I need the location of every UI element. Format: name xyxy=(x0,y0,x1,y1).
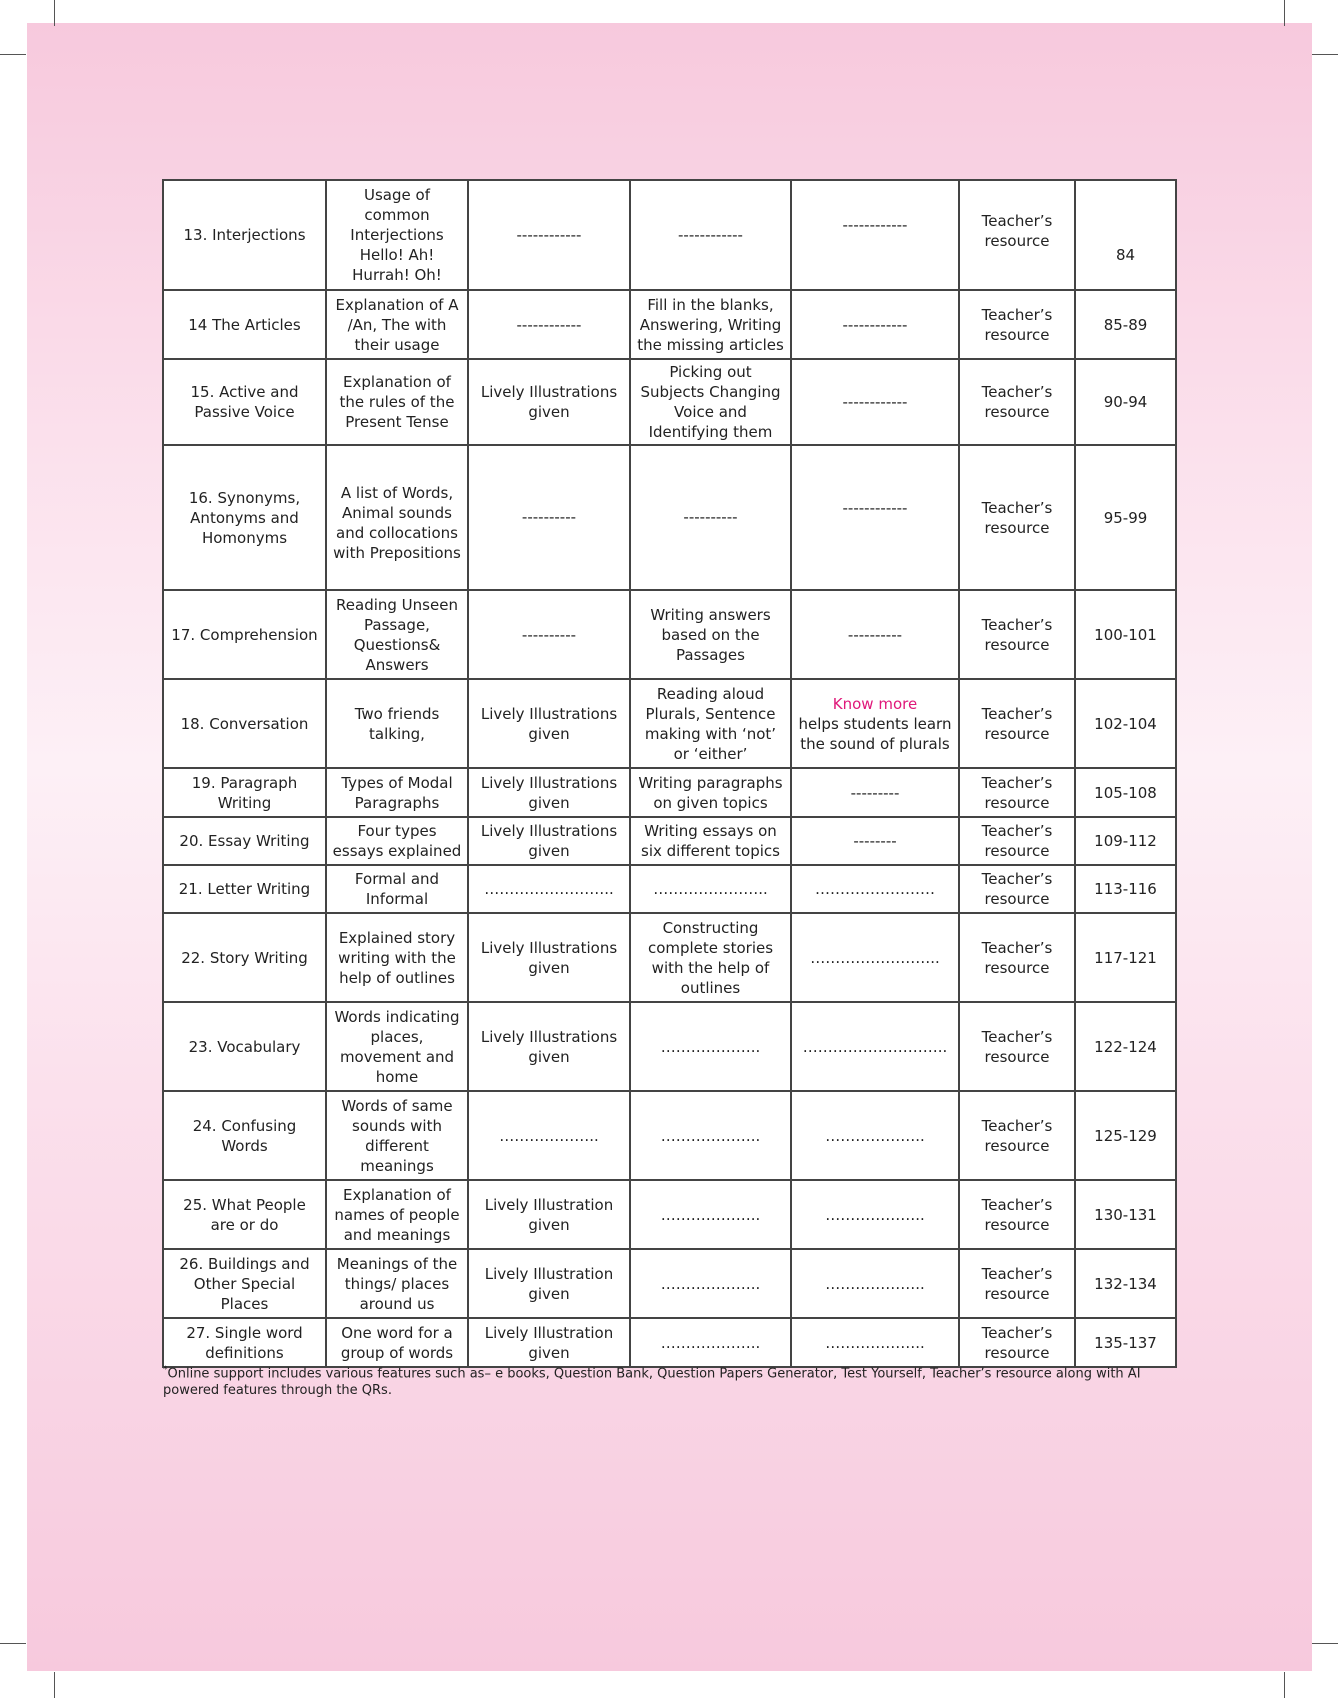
illustration-cell: ---------- xyxy=(468,590,630,679)
table-row xyxy=(163,1318,1176,1367)
online-cell: ------------ xyxy=(791,359,959,445)
crop-mark xyxy=(1284,0,1285,26)
pages-cell: 90-94 xyxy=(1075,359,1176,445)
illustration-cell: Lively Illustrations given xyxy=(468,359,630,445)
pages-cell: 125-129 xyxy=(1075,1091,1176,1180)
online-note: helps students learn the sound of plurals xyxy=(798,714,952,753)
resource-cell: Teacher’s resource xyxy=(959,913,1075,1002)
exercise-cell: ……………….. xyxy=(630,1318,791,1367)
pages-cell: 122-124 xyxy=(1075,1002,1176,1091)
exercise-cell: Constructing complete stories with the help of outlines xyxy=(630,913,791,1002)
pages-cell: 117-121 xyxy=(1075,913,1176,1002)
content-cell: Explanation of names of people and meanings xyxy=(326,1180,468,1249)
table-row xyxy=(163,359,1176,445)
illustration-cell: ……………….. xyxy=(468,1091,630,1180)
pages-cell: 105-108 xyxy=(1075,768,1176,817)
illustration-cell: ------------ xyxy=(468,180,630,290)
content-cell: Four types essays explained xyxy=(326,817,468,865)
content-cell: One word for a group of words xyxy=(326,1318,468,1367)
chapter-cell: 14 The Articles xyxy=(163,290,326,359)
resource-cell: Teacher’s resource xyxy=(959,180,1075,290)
resource-cell: Teacher’s resource xyxy=(959,865,1075,913)
online-cell: ……………….. xyxy=(791,1249,959,1318)
chapter-cell: 19. Paragraph Writing xyxy=(163,768,326,817)
online-cell: ------------ xyxy=(791,180,959,290)
exercise-cell: ---------- xyxy=(630,445,791,590)
exercise-cell: Writing essays on six different topics xyxy=(630,817,791,865)
chapter-cell: 25. What People are or do xyxy=(163,1180,326,1249)
online-cell: …………………….. xyxy=(791,913,959,1002)
content-cell: Words indicating places, movement and home xyxy=(326,1002,468,1091)
online-cell: ……………….. xyxy=(791,1318,959,1367)
content-cell: Meanings of the things/ places around us xyxy=(326,1249,468,1318)
crop-mark xyxy=(0,1643,26,1644)
online-cell: ……………….. xyxy=(791,1180,959,1249)
illustration-cell: Lively Illustration given xyxy=(468,1180,630,1249)
resource-cell: Teacher’s resource xyxy=(959,1002,1075,1091)
footnote xyxy=(163,1362,1143,1399)
footnote-marker: * xyxy=(163,1365,168,1375)
content-cell: Reading Unseen Passage, Questions& Answers xyxy=(326,590,468,679)
table-row xyxy=(163,1091,1176,1180)
illustration-cell: Lively Illustration given xyxy=(468,1249,630,1318)
online-cell: ------------ xyxy=(791,290,959,359)
pages-cell: 95-99 xyxy=(1075,445,1176,590)
exercise-cell: Fill in the blanks, Answering, Writing the missing articles xyxy=(630,290,791,359)
online-cell: ……………….. xyxy=(791,1091,959,1180)
exercise-cell: ……………….. xyxy=(630,1091,791,1180)
resource-cell: Teacher’s resource xyxy=(959,679,1075,768)
illustration-cell: …………………….. xyxy=(468,865,630,913)
exercise-cell: ………………….. xyxy=(630,865,791,913)
exercise-cell: ------------ xyxy=(630,180,791,290)
online-cell: -------- xyxy=(791,817,959,865)
table-row xyxy=(163,445,1176,590)
online-cell xyxy=(791,679,959,768)
exercise-cell: Writing answers based on the Passages xyxy=(630,590,791,679)
exercise-cell: ……………….. xyxy=(630,1180,791,1249)
crop-mark xyxy=(54,1672,55,1698)
chapter-cell: 16. Synonyms, Antonyms and Homonyms xyxy=(163,445,326,590)
content-cell: Explanation of A /An, The with their usage xyxy=(326,290,468,359)
illustration-cell: ------------ xyxy=(468,290,630,359)
crop-mark xyxy=(0,54,26,55)
crop-mark xyxy=(1284,1672,1285,1698)
content-cell: Words of same sounds with different meanings xyxy=(326,1091,468,1180)
table-row xyxy=(163,768,1176,817)
pages-cell: 132-134 xyxy=(1075,1249,1176,1318)
table-row xyxy=(163,290,1176,359)
chapter-cell: 27. Single word definitions xyxy=(163,1318,326,1367)
exercise-cell: Reading aloud Plurals, Sentence making with ‘not’ or ‘either’ xyxy=(630,679,791,768)
table-row xyxy=(163,913,1176,1002)
chapter-cell: 20. Essay Writing xyxy=(163,817,326,865)
chapter-cell: 22. Story Writing xyxy=(163,913,326,1002)
illustration-cell: Lively Illustrations given xyxy=(468,679,630,768)
chapter-cell: 18. Conversation xyxy=(163,679,326,768)
table-row xyxy=(163,1180,1176,1249)
content-cell: Usage of common Interjections Hello! Ah! Hurrah! Oh! xyxy=(326,180,468,290)
exercise-cell: Picking out Subjects Changing Voice and Identifying them xyxy=(630,359,791,445)
resource-cell: Teacher’s resource xyxy=(959,590,1075,679)
contents-table xyxy=(162,179,1177,1368)
online-cell: …………………… xyxy=(791,865,959,913)
illustration-cell: Lively Illustrations given xyxy=(468,817,630,865)
know-more-link[interactable]: Know more xyxy=(832,694,918,713)
content-cell: Formal and Informal xyxy=(326,865,468,913)
resource-cell: Teacher’s resource xyxy=(959,445,1075,590)
illustration-cell: Lively Illustrations given xyxy=(468,913,630,1002)
content-cell: Two friends talking, xyxy=(326,679,468,768)
chapter-cell: 17. Comprehension xyxy=(163,590,326,679)
table-row xyxy=(163,865,1176,913)
pages-cell: 84 xyxy=(1075,180,1176,290)
table-row xyxy=(163,817,1176,865)
resource-cell: Teacher’s resource xyxy=(959,1249,1075,1318)
resource-cell: Teacher’s resource xyxy=(959,768,1075,817)
chapter-cell: 13. Interjections xyxy=(163,180,326,290)
chapter-cell: 24. Confusing Words xyxy=(163,1091,326,1180)
exercise-cell: Writing paragraphs on given topics xyxy=(630,768,791,817)
illustration-cell: Lively Illustrations given xyxy=(468,1002,630,1091)
table-row xyxy=(163,1249,1176,1318)
resource-cell: Teacher’s resource xyxy=(959,359,1075,445)
online-cell: --------- xyxy=(791,768,959,817)
resource-cell: Teacher’s resource xyxy=(959,817,1075,865)
chapter-cell: 21. Letter Writing xyxy=(163,865,326,913)
illustration-cell: ---------- xyxy=(468,445,630,590)
pages-cell: 135-137 xyxy=(1075,1318,1176,1367)
table-row xyxy=(163,590,1176,679)
table-row xyxy=(163,180,1176,290)
exercise-cell: ……………….. xyxy=(630,1002,791,1091)
pages-cell: 100-101 xyxy=(1075,590,1176,679)
pages-cell: 109-112 xyxy=(1075,817,1176,865)
online-cell: ……………………….. xyxy=(791,1002,959,1091)
content-cell: A list of Words, Animal sounds and collocations with Prepositions xyxy=(326,445,468,590)
pages-cell: 85-89 xyxy=(1075,290,1176,359)
exercise-cell: ……………….. xyxy=(630,1249,791,1318)
resource-cell: Teacher’s resource xyxy=(959,1180,1075,1249)
chapter-cell: 23. Vocabulary xyxy=(163,1002,326,1091)
content-cell: Explained story writing with the help of outlines xyxy=(326,913,468,1002)
illustration-cell: Lively Illustrations given xyxy=(468,768,630,817)
content-cell: Types of Modal Paragraphs xyxy=(326,768,468,817)
pages-cell: 102-104 xyxy=(1075,679,1176,768)
footnote-text: Online support includes various features such as– e books, Question Bank, Question Papers Generator, Test Yourself, Teacher’s resource along with AI powered features through the QRs. xyxy=(163,1366,1141,1399)
resource-cell: Teacher’s resource xyxy=(959,290,1075,359)
resource-cell: Teacher’s resource xyxy=(959,1318,1075,1367)
resource-cell: Teacher’s resource xyxy=(959,1091,1075,1180)
crop-mark xyxy=(1312,1643,1338,1644)
online-cell: ------------ xyxy=(791,445,959,590)
table-row xyxy=(163,679,1176,768)
illustration-cell: Lively Illustration given xyxy=(468,1318,630,1367)
table-row xyxy=(163,1002,1176,1091)
chapter-cell: 15. Active and Passive Voice xyxy=(163,359,326,445)
chapter-cell: 26. Buildings and Other Special Places xyxy=(163,1249,326,1318)
crop-mark xyxy=(1312,54,1338,55)
content-cell: Explanation of the rules of the Present Tense xyxy=(326,359,468,445)
crop-mark xyxy=(54,0,55,26)
online-cell: ---------- xyxy=(791,590,959,679)
pages-cell: 113-116 xyxy=(1075,865,1176,913)
pages-cell: 130-131 xyxy=(1075,1180,1176,1249)
